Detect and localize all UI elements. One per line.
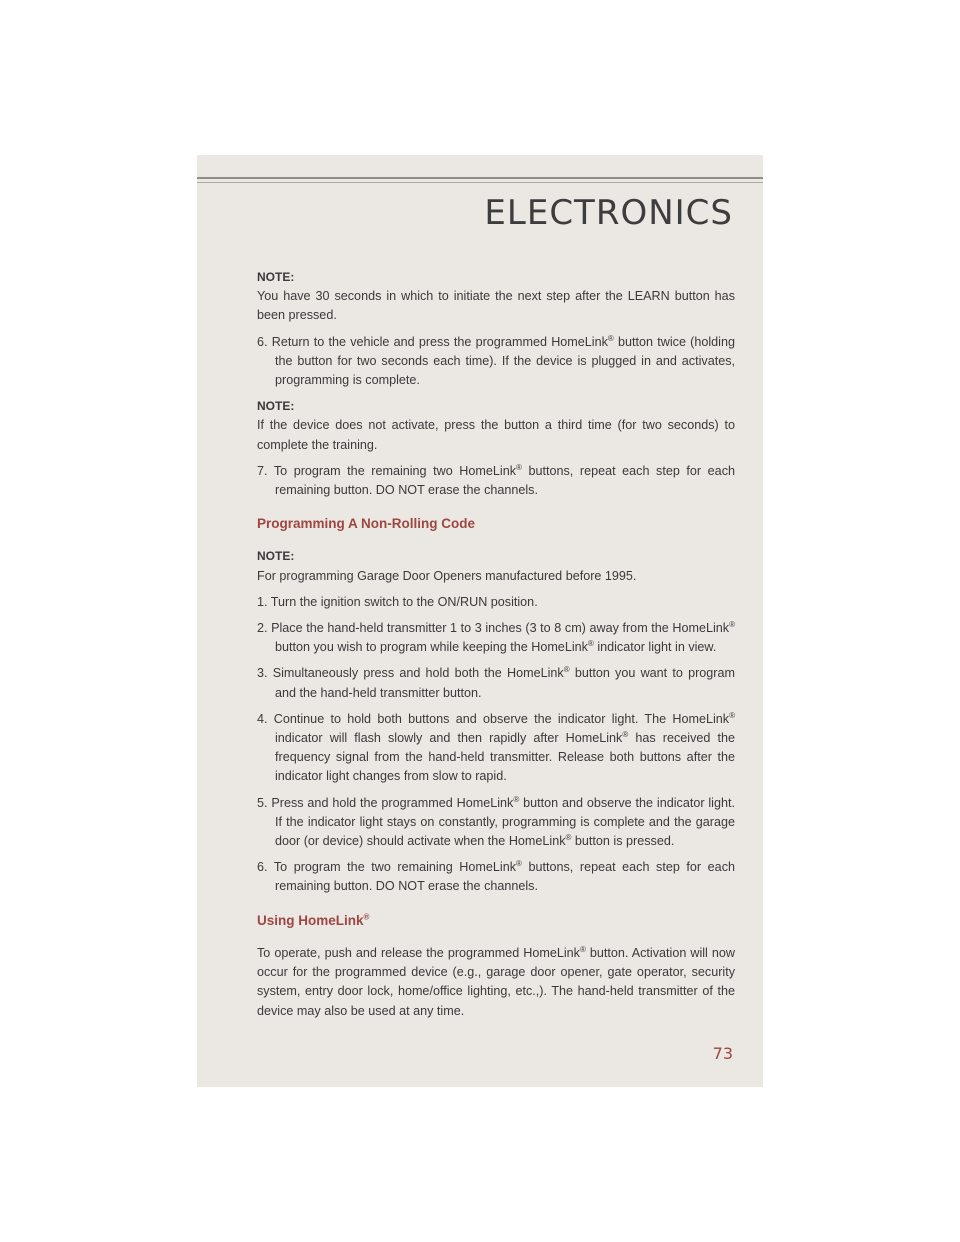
section-title: ELECTRONICS xyxy=(484,193,733,233)
note-text: You have 30 seconds in which to initiate the next step after the LEARN button has been pressed. xyxy=(257,289,735,323)
manual-page xyxy=(197,155,763,1087)
page-number: 73 xyxy=(712,1044,733,1063)
note-label: NOTE: xyxy=(257,270,295,284)
registered-mark: ® xyxy=(563,665,570,675)
nr-step-6: 6. To program the two remaining HomeLink® buttons, repeat each step for each remaining button. DO NOT erase the channels. xyxy=(257,859,735,894)
using-homelink-text: To operate, push and release the programmed HomeLink® button. Activation will now occur for the programmed device (e.g., garage door opener, gate operator, security system, entry door lock, home/office lighting, etc.,). The hand-held transmitter of the device may also be used at any time. xyxy=(257,944,735,1018)
registered-mark: ® xyxy=(565,832,572,842)
heading-non-rolling-code: Programming A Non-Rolling Code xyxy=(257,516,475,532)
header-rule xyxy=(197,177,763,179)
registered-mark: ® xyxy=(516,462,522,472)
nr-step-5: 5. Press and hold the programmed HomeLink® button and observe the indicator light. If the indicator light stays on constantly, programming is complete and the garage door (or device) should activate when the HomeLink® button is pressed. xyxy=(257,794,735,849)
page-content xyxy=(257,268,735,1028)
registered-mark: ® xyxy=(729,710,735,720)
registered-mark: ® xyxy=(622,729,629,739)
nr-step-2: 2. Place the hand-held transmitter 1 to 3 inches (3 to 8 cm) away from the HomeLink® button you wish to program while keeping the HomeLink® indicator light in view. xyxy=(257,619,735,655)
note-label: NOTE: xyxy=(257,549,295,564)
registered-mark: ® xyxy=(516,859,522,869)
registered-mark: ® xyxy=(513,794,520,804)
heading-using-homelink: Using HomeLink® xyxy=(257,912,370,928)
step-6: 6. Return to the vehicle and press the programmed HomeLink® button twice (holding the button for two seconds each time). If the device is plugged in and activates, programming is complete. xyxy=(257,333,735,388)
registered-mark: ® xyxy=(729,619,735,629)
note-label: NOTE: xyxy=(257,399,295,414)
registered-mark: ® xyxy=(579,944,586,954)
nr-step-4: 4. Continue to hold both buttons and observe the indicator light. The HomeLink® indicator will flash slowly and then rapidly after HomeLink® has received the frequency signal from the hand-held transmitter. Release both buttons after the indicator light changes from slow to rapid. xyxy=(257,710,735,784)
step-7: 7. To program the remaining two HomeLink® buttons, repeat each step for each remaining button. DO NOT erase the channels. xyxy=(257,462,735,498)
nr-step-1: 1. Turn the ignition switch to the ON/RUN position. xyxy=(257,594,538,609)
note-text: If the device does not activate, press the button a third time (for two seconds) to complete the training. xyxy=(257,418,735,452)
nr-step-3: 3. Simultaneously press and hold both the HomeLink® button you want to program and the hand-held transmitter button. xyxy=(257,665,735,700)
registered-mark: ® xyxy=(363,912,370,922)
note-text: For programming Garage Door Openers manufactured before 1995. xyxy=(257,568,637,583)
header-rule-thin xyxy=(197,182,763,183)
registered-mark: ® xyxy=(587,639,594,649)
registered-mark: ® xyxy=(607,333,614,343)
